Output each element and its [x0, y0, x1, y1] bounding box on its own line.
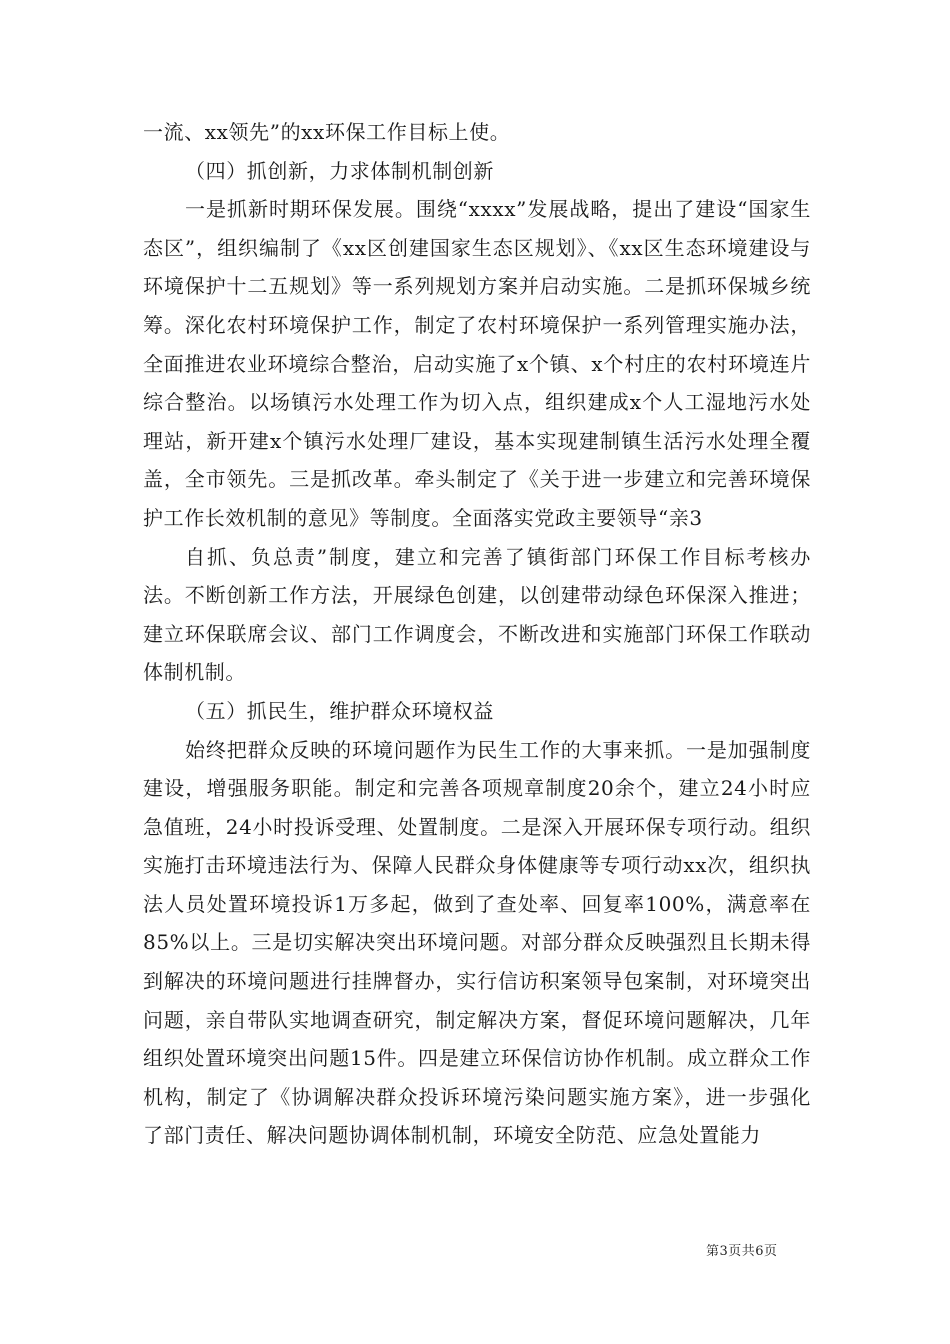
document-body: [143, 113, 811, 1155]
section-heading-innovation: （四）抓创新，力求体制机制创新: [185, 158, 494, 183]
section-heading-livelihood: （五）抓民生，维护群众环境权益: [185, 698, 494, 723]
paragraph-continuation: 一流、xx领先”的xx环保工作目标上使。: [143, 120, 511, 144]
paragraph-innovation-body: 一是抓新时期环保发展。围绕“xxxx”发展战略，提出了建设“国家生态区”，组织编制了《xx区创建国家生态区规划》、《xx区生态环境建设与环境保护十二五规划》等一系列规划方案并启动实施。二是抓环保城乡统筹。深化农村环境保护工作，制定了农村环境保护一系列管理实施办法，全面推进农业环境综合整治，启动实施了x个镇、x个村庄的农村环境连片综合整治。以场镇污水处理工作为切入点，组织建成x个人工湿地污水处理站，新开建x个镇污水处理厂建设，基本实现建制镇生活污水处理全覆盖，全市领先。三是抓改革。牵头制定了《关于进一步建立和完善环境保护工作长效机制的意见》等制度。全面落实党政主要领导“亲3: [143, 197, 811, 530]
paragraph-innovation-continued: 自抓、负总责”制度，建立和完善了镇街部门环保工作目标考核办法。不断创新工作方法，开展绿色创建，以创建带动绿色环保深入推进；建立环保联席会议、部门工作调度会，不断改进和实施部门环保工作联动体制机制。: [143, 544, 811, 685]
paragraph-livelihood-body: 始终把群众反映的环境问题作为民生工作的大事来抓。一是加强制度建设，增强服务职能。制定和完善各项规章制度20余个，建立24小时应急值班，24小时投诉受理、处置制度。二是深入开展环保专项行动。组织实施打击环境违法行为、保障人民群众身体健康等专项行动xx次，组织执法人员处置环境投诉1万多起，做到了查处率、回复率100%，满意率在85%以上。三是切实解决突出环境问题。对部分群众反映强烈且长期未得到解决的环境问题进行挂牌督办，实行信访积案领导包案制，对环境突出问题，亲自带队实地调查研究，制定解决方案，督促环境问题解决，几年组织处置环境突出问题15件。四是建立环保信访协作机制。成立群众工作机构，制定了《协调解决群众投诉环境污染问题实施方案》，进一步强化了部门责任、解决问题协调体制机制，环境安全防范、应急处置能力: [143, 737, 811, 1148]
page-number-footer: 第3页共6页: [706, 1244, 778, 1259]
